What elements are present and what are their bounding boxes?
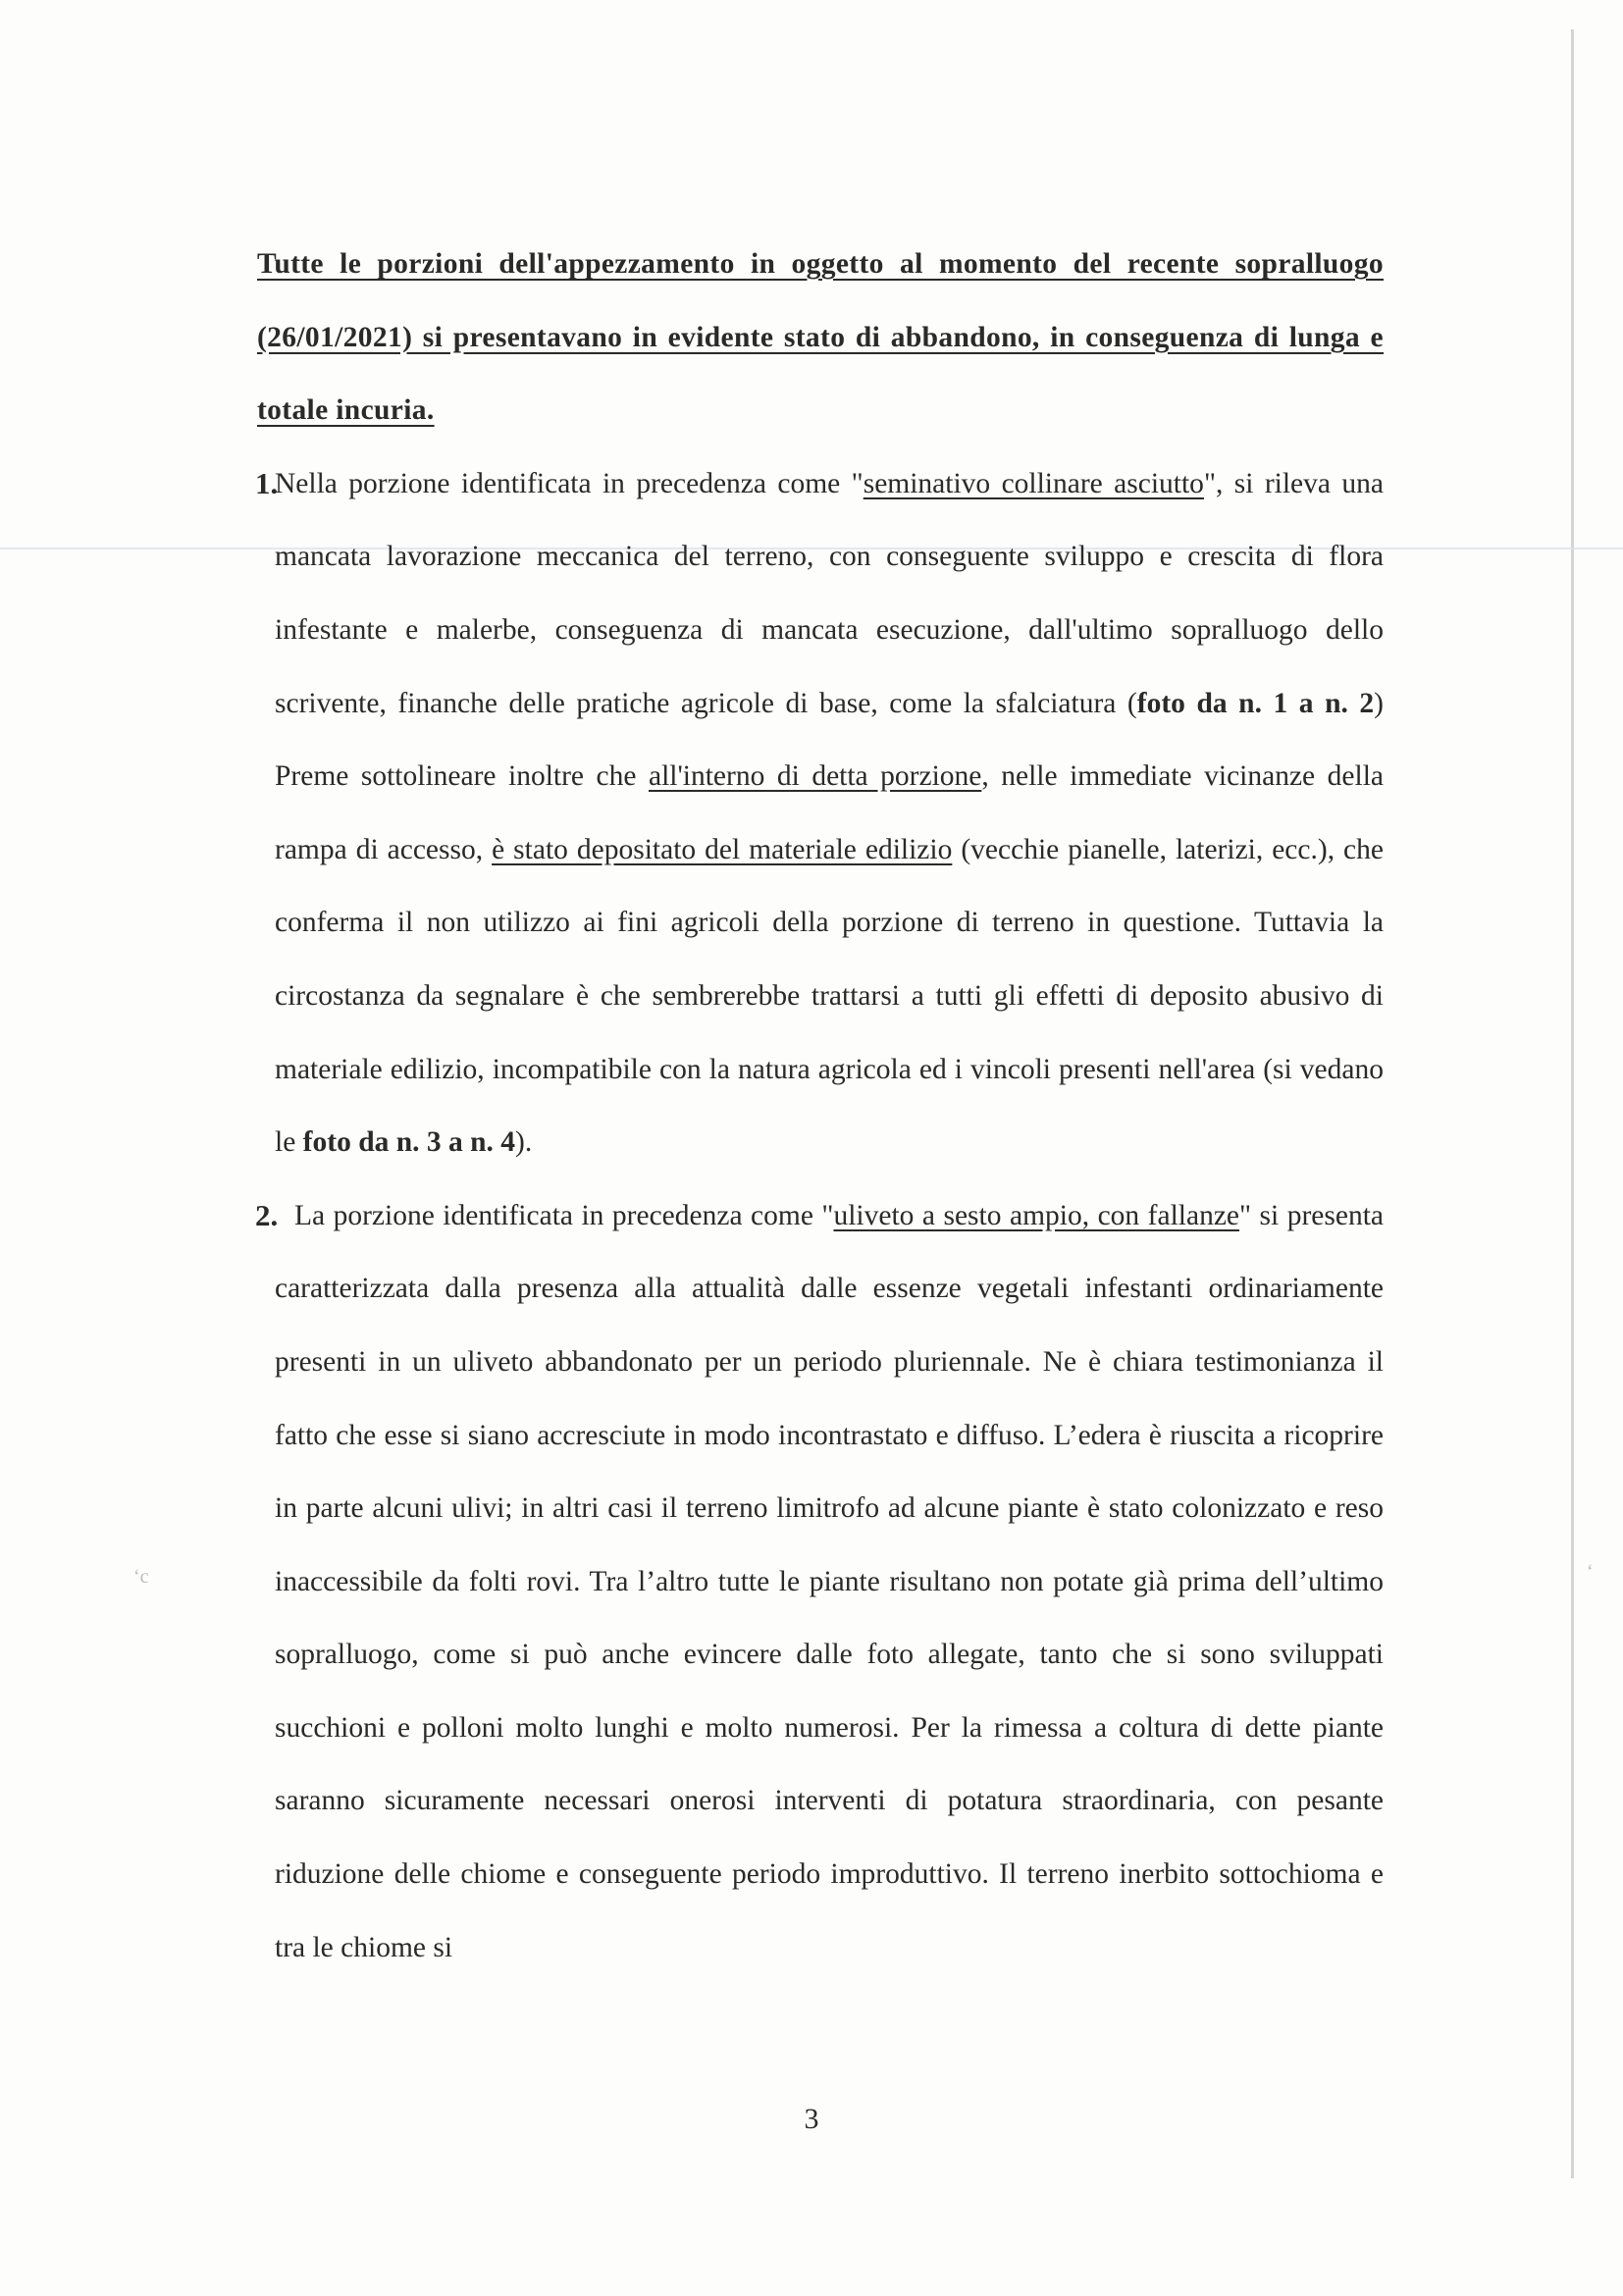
item-text	[275, 1179, 1384, 1985]
item-number: 1.	[255, 465, 279, 500]
text-run: " si presenta caratterizzata dalla presenza alla attualità dalle essenze vegetali infestanti ordinariamente presenti in un uliveto abbandonato per un periodo pluriennale. Ne è chiara testimonianza il fatto che esse si siano accresciute in modo incontrastato e diffuso. L’edera è riuscita a ricoprire in parte alcuni ulivi; in altri casi il terreno limitrofo ad alcune piante è stato colonizzato e reso inaccessibile da folti rovi. Tra l’altro tutte le piante risultano non potate già prima dell’ultimo sopralluogo, come si può anche evincere dalle foto allegate, tanto che si sono sviluppati succhioni e polloni molto lunghi e molto numerosi. Per la rimessa a coltura di dette piante saranno sicuramente necessari onerosi interventi di potatura straordinaria, con pesante riduzione delle chiome e conseguente periodo improduttivo. Il terreno inerbito sottochioma e tra le chiome si	[275, 1199, 1385, 1963]
bold-photo-reference: foto da n. 1 a n. 2	[1136, 687, 1375, 719]
list-item-1	[257, 447, 1384, 1179]
item-number: 2.	[255, 1197, 279, 1232]
scan-edge-line	[1571, 29, 1574, 2178]
text-run: (vecchie pianelle, laterizi, ecc.), che conferma il non utilizzo ai fini agricoli della porzione di terreno in questione. Tuttavia la circostanza da segnalare è che sembrerebbe trattarsi a tutti gli effetti di deposito abusivo di materiale edilizio, incompatibile con la natura agricola ed i vincoli presenti nell'area (si vedano le	[275, 833, 1384, 1159]
underlined-text: uliveto a sesto ampio, con fallanze	[833, 1199, 1240, 1231]
scan-speck: ʻ	[1587, 1561, 1594, 1583]
text-run: Nella porzione identificata in precedenza come "	[275, 467, 864, 499]
list-item-2	[257, 1179, 1384, 1985]
item-text	[275, 447, 1384, 1179]
intro-paragraph: Tutte le porzioni dell'appezzamento in oggetto al momento del recente sopralluogo (26/01/2021) si presentavano in evidente stato di abbandono, in conseguenza di lunga e totale incuria.	[257, 248, 1384, 427]
text-run: ", si rileva una mancata lavorazione meccanica del terreno, con conseguente sviluppo e crescita di flora infestante e malerbe, conseguenza di mancata esecuzione, dall'ultimo sopralluogo dello scrivente, finanche delle pratiche agricole di base, come la sfalciatura (	[275, 467, 1384, 719]
text-run: , nelle immediate vicinanze della rampa di accesso,	[275, 760, 1384, 865]
underlined-text: all'interno di detta porzione	[648, 760, 982, 793]
underlined-text: è stato depositato del materiale edilizio	[492, 833, 953, 865]
text-run: La porzione identificata in precedenza come "	[294, 1199, 834, 1231]
text-run: ) Preme sottolineare inoltre che	[275, 687, 1384, 793]
bold-photo-reference: foto da n. 3 a n. 4	[302, 1126, 516, 1159]
underlined-text: seminativo collinare asciutto	[863, 467, 1204, 499]
document-body	[257, 228, 1384, 1984]
scan-speck: ʻc	[133, 1566, 149, 1588]
page-number: 3	[804, 2103, 819, 2135]
text-run: ).	[515, 1126, 533, 1159]
